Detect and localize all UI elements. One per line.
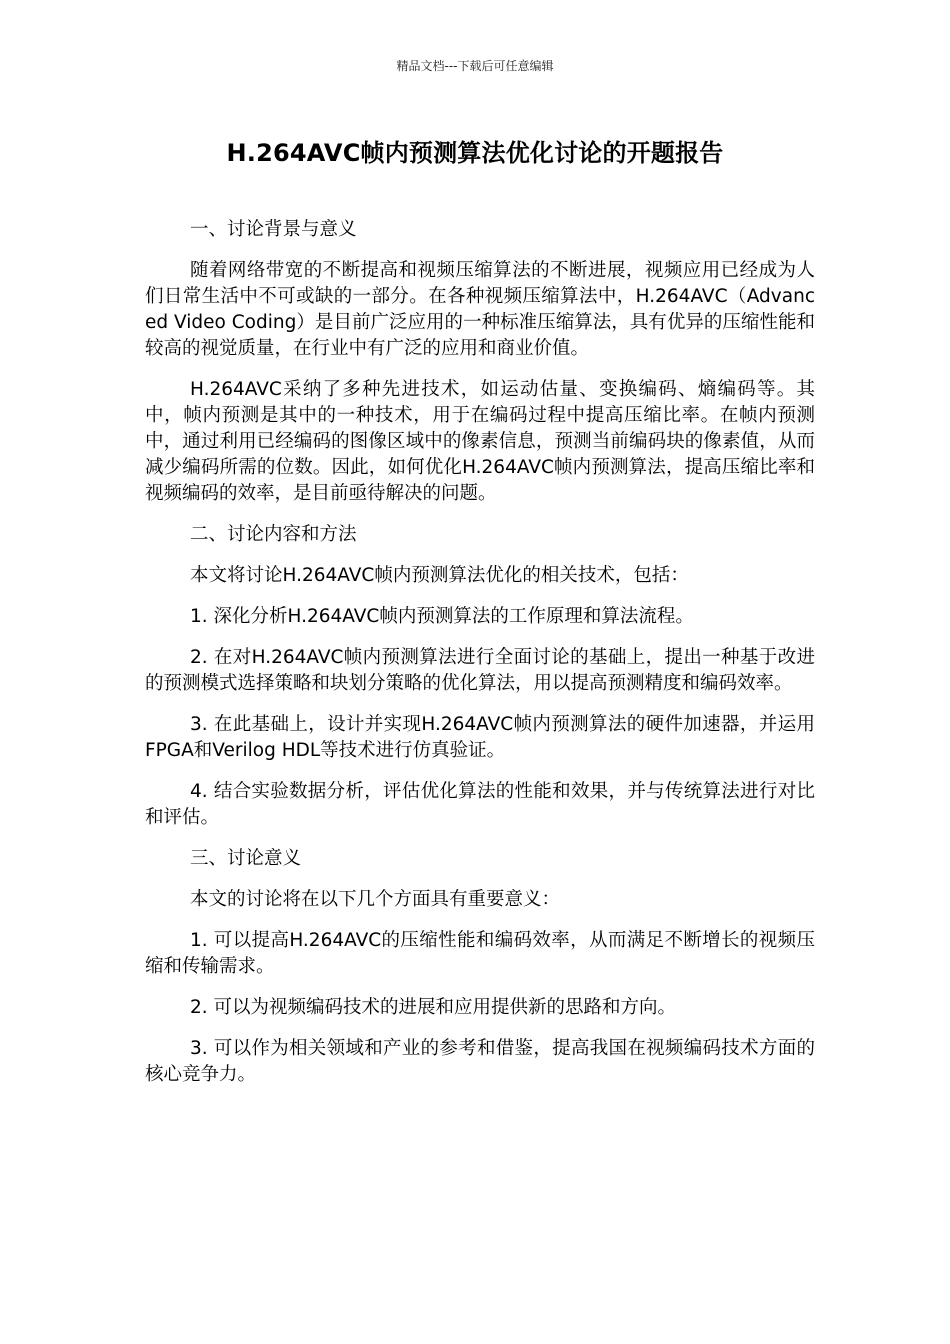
list-item: 1. 深化分析H.264AVC帧内预测算法的工作原理和算法流程。 xyxy=(190,606,694,627)
list-item: 1. 可以提高H.264AVC的压缩性能和编码效率，从而满足不断增长的视频压缩和传输需求。 xyxy=(145,930,815,977)
list-item: 3. 可以作为相关领域和产业的参考和借鉴，提高我国在视频编码技术方面的核心竞争力。 xyxy=(145,1038,815,1085)
document-body xyxy=(145,217,815,1103)
document-title: H.264AVC帧内预测算法优化讨论的开题报告 xyxy=(226,139,724,167)
paragraph: 随着网络带宽的不断提高和视频压缩算法的不断进展，视频应用已经成为人们日常生活中不可或缺的一部分。在各种视频压缩算法中，H.264AVC（Advanced Video Coding）是目前广泛应用的一种标准压缩算法，具有优异的压缩性能和较高的视觉质量，在行业中有广泛的应用和商业价值。 xyxy=(145,260,815,359)
list-item: 4. 结合实验数据分析，评估优化算法的性能和效果，并与传统算法进行对比和评估。 xyxy=(145,781,815,828)
paragraph: 本文将讨论H.264AVC帧内预测算法优化的相关技术，包括： xyxy=(190,565,689,586)
list-item: 2. 可以为视频编码技术的进展和应用提供新的思路和方向。 xyxy=(190,997,677,1018)
paragraph: 本文的讨论将在以下几个方面具有重要意义： xyxy=(190,889,561,910)
list-item: 2. 在对H.264AVC帧内预测算法进行全面讨论的基础上，提出一种基于改进的预测模式选择策略和块划分策略的优化算法，用以提高预测精度和编码效率。 xyxy=(145,647,815,694)
paragraph: H.264AVC采纳了多种先进技术，如运动估量、变换编码、熵编码等。其中，帧内预测是其中的一种技术，用于在编码过程中提高压缩比率。在帧内预测中，通过利用已经编码的图像区域中的像素信息，预测当前编码块的像素值，从而减少编码所需的位数。因此，如何优化H.264AVC帧内预测算法，提高压缩比率和视频编码的效率，是目前亟待解决的问题。 xyxy=(145,379,815,504)
section-heading: 二、讨论内容和方法 xyxy=(190,524,357,545)
section-heading: 一、讨论背景与意义 xyxy=(190,219,357,240)
page-header: 精品文档---下载后可任意编辑 xyxy=(396,59,554,73)
section-content-methods xyxy=(145,522,815,831)
section-heading: 三、讨论意义 xyxy=(190,848,302,869)
section-significance xyxy=(145,846,815,1088)
section-background xyxy=(145,217,815,507)
list-item: 3. 在此基础上，设计并实现H.264AVC帧内预测算法的硬件加速器，并运用FPGA和Verilog HDL等技术进行仿真验证。 xyxy=(145,714,815,761)
